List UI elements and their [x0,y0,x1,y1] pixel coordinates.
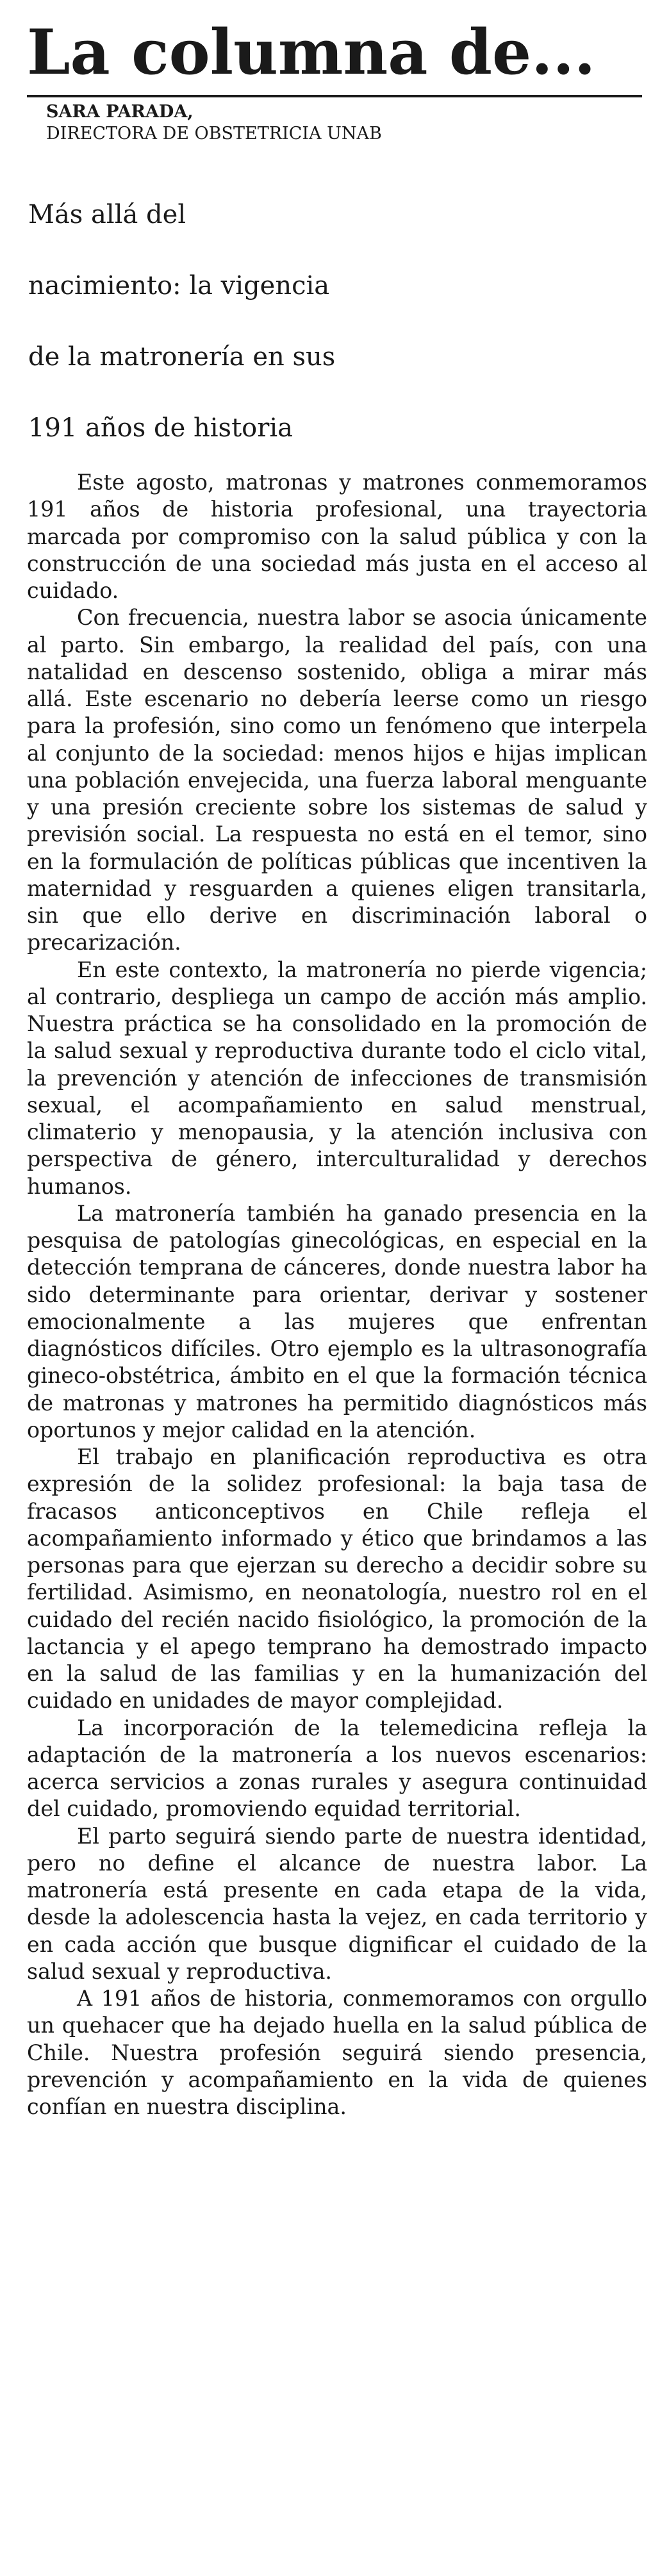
author-name: SARA PARADA, [46,102,194,122]
body-paragraph: Este agosto, matronas y matrones conmemoramos 191 años de historia profesional, una trayectoria marcada por compromiso con la salud pública y con la construcción de una sociedad más justa en el acceso al cuidado. [27,470,647,603]
body-paragraph: En este contexto, la matronería no pierde vigencia; al contrario, despliega un campo de acción más amplio. Nuestra práctica se ha consolidado en la promoción de la salud sexual y reproductiva durante todo el ciclo vital, la prevención y atención de infecciones de transmisión sexual, el acompañamiento en salud menstrual, climaterio y menopausia, y la atención inclusiva con perspectiva de género, interculturalidad y derechos humanos. [27,957,647,1199]
author-role: DIRECTORA DE OBSTETRICIA UNAB [46,124,382,144]
body-paragraph: La incorporación de la telemedicina refleja la adaptación de la matronería a los nuevos escenarios: acerca servicios a zonas rurales y asegura continuidad del cuidado, promoviendo equidad territorial. [27,1715,647,1822]
article-headline [28,179,656,464]
article-body [27,469,647,2120]
section-title: La columna de... [27,16,596,88]
headline-line: Más allá del [28,200,186,229]
body-paragraph: A 191 años de historia, conmemoramos con orgullo un quehacer que ha dejado huella en la salud pública de Chile. Nuestra profesión seguirá siendo presencia, prevención y acompañamiento en la vida de quienes confían en nuestra disciplina. [27,1986,647,2119]
body-paragraph: La matronería también ha ganado presencia en la pesquisa de patologías ginecológicas, en especial en la detección temprana de cánceres, donde nuestra labor ha sido determinante para orientar, derivar y sostener emocionalmente a las mujeres que enfrentan diagnósticos difíciles. Otro ejemplo es la ultrasonografía gineco-obstétrica, ámbito en el que la formación técnica de matronas y matrones ha permitido diagnósticos más oportunos y mejor calidad en la atención. [27,1200,647,1442]
author-byline [46,101,382,145]
headline-line: de la matronería en sus [28,342,336,372]
headline-line: 191 años de historia [28,413,293,443]
body-paragraph: El trabajo en planificación reproductiva es otra expresión de la solidez profesional: la baja tasa de fracasos anticonceptivos en Chile refleja el acompañamiento informado y ético que brindamos a las personas para que ejerzan su derecho a decidir sobre su fertilidad. Asimismo, en neonatología, nuestro rol en el cuidado del recién nacido fisiológico, la promoción de la lactancia y el apego temprano ha demostrado impacto en la salud de las familias y en la humanización del cuidado en unidades de mayor complejidad. [27,1444,647,1713]
body-paragraph: El parto seguirá siendo parte de nuestra identidad, pero no define el alcance de nuestra labor. La matronería está presente en cada etapa de la vida, desde la adolescencia hasta la vejez, en cada territorio y en cada acción que busque dignificar el cuidado de la salud sexual y reproductiva. [27,1823,647,1984]
title-divider [27,95,642,97]
headline-line: nacimiento: la vigencia [28,271,330,301]
body-paragraph: Con frecuencia, nuestra labor se asocia únicamente al parto. Sin embargo, la realidad del país, con una natalidad en descenso sostenido, obliga a mirar más allá. Este escenario no debería leerse como un riesgo para la profesión, sino como un fenómeno que interpela al conjunto de la sociedad: menos hijos e hijas implican una población envejecida, una fuerza laboral menguante y una presión creciente sobre los sistemas de salud y previsión social. La respuesta no está en el temor, sino en la formulación de políticas públicas que incentiven la maternidad y resguarden a quienes eligen transitarla, sin que ello derive en discriminación laboral o precarización. [27,605,647,955]
